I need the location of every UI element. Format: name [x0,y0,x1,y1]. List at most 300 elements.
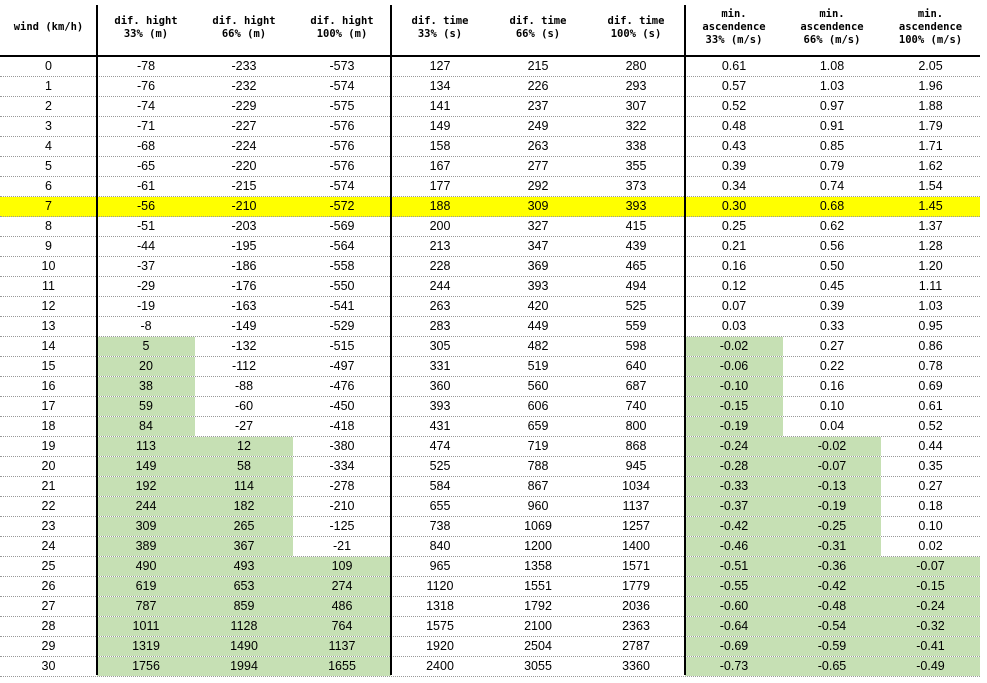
table-cell: -450 [329,399,355,413]
table-cell: -0.54 [783,617,881,636]
table-cell: 0.12 [721,279,747,293]
table-row [0,417,980,437]
table-cell: 0.91 [819,119,845,133]
table-cell: 2787 [622,639,650,653]
table-cell: 84 [97,417,195,436]
table-cell: 305 [429,339,451,353]
table-cell: 1792 [524,599,552,613]
table-cell: -0.69 [685,637,783,656]
table-cell: 338 [625,139,647,153]
table-cell: -558 [329,259,355,273]
table-cell: 200 [429,219,451,233]
table-cell: -0.31 [783,537,881,556]
table-cell: 2.05 [918,59,943,73]
table-cell: 0.74 [819,179,845,193]
column-header: min. ascendence 33% (m/s) [702,8,766,46]
table-cell: 719 [527,439,549,453]
table-cell: 28 [41,619,56,633]
group-divider [684,5,686,675]
table-row [0,457,980,477]
table-cell: -0.55 [685,577,783,596]
column-header: dif. time 100% (s) [607,14,665,40]
table-cell: 0.48 [721,119,747,133]
table-cell: 10 [41,259,56,273]
table-cell: -74 [136,99,156,113]
table-cell: 309 [97,517,195,536]
table-cell: -0.15 [881,577,980,596]
table-cell: -576 [329,119,355,133]
table-cell: -0.37 [685,497,783,516]
table-cell: 415 [625,219,647,233]
table-cell: 15 [41,359,56,373]
table-cell: 0.79 [819,159,845,173]
table-cell: 17 [41,399,56,413]
table-cell: 226 [527,79,549,93]
table-cell: 1011 [97,617,195,636]
table-cell: 263 [527,139,549,153]
table-cell: 965 [429,559,451,573]
table-cell: 59 [97,397,195,416]
table-cell: 0.30 [721,199,747,213]
table-cell: 1.45 [918,199,943,213]
table-cell: 0.39 [721,159,747,173]
table-cell: 764 [293,617,391,636]
table-cell: 465 [625,259,647,273]
table-cell: 1490 [195,637,293,656]
table-cell: 0.97 [819,99,845,113]
table-row [0,597,980,617]
table-row [0,217,980,237]
table-cell: 1400 [622,539,650,553]
table-cell: -19 [136,299,156,313]
table-cell: -515 [329,339,355,353]
group-divider [96,5,98,675]
table-cell: 1779 [622,579,650,593]
table-cell: 867 [527,479,549,493]
table-cell: -132 [231,339,257,353]
table-cell: 283 [429,319,451,333]
table-cell: 0.56 [819,239,845,253]
table-cell: 1.79 [918,119,943,133]
table-cell: -574 [329,79,355,93]
table-cell: -163 [231,299,257,313]
table-cell: 249 [527,119,549,133]
table-cell: 1358 [524,559,552,573]
table-cell: 0.03 [721,319,747,333]
table-cell: 1575 [426,619,454,633]
table-cell: 525 [625,299,647,313]
table-cell: 29 [41,639,56,653]
table-cell: -0.28 [685,457,783,476]
table-cell: 2 [45,99,52,113]
table-cell: -210 [329,499,355,513]
table-cell: -0.25 [783,517,881,536]
table-cell: 1.54 [918,179,943,193]
table-cell: 0.34 [721,179,747,193]
table-cell: 213 [429,239,451,253]
table-cell: 859 [195,597,293,616]
table-cell: 431 [429,419,451,433]
table-cell: -576 [329,159,355,173]
table-cell: 367 [195,537,293,556]
table-cell: 1756 [97,657,195,676]
table-cell: 787 [97,597,195,616]
table-cell: 389 [97,537,195,556]
table-cell: 1318 [426,599,454,613]
table-cell: 0.22 [819,359,845,373]
column-header: wind (km/h) [13,21,84,33]
table-cell: 0.45 [819,279,845,293]
table-cell: -224 [231,139,257,153]
table-cell: 24 [41,539,56,553]
table-cell: -0.36 [783,557,881,576]
table-cell: -0.24 [685,437,783,456]
table-cell: 22 [41,499,56,513]
table-row [0,617,980,637]
table-cell: 0.07 [721,299,747,313]
table-cell: 1920 [426,639,454,653]
table-cell: -0.65 [783,657,881,676]
table-cell: -78 [136,59,156,73]
table-cell: 0.10 [819,399,845,413]
table-cell: 653 [195,577,293,596]
table-cell: 360 [429,379,451,393]
table-cell: 134 [429,79,451,93]
table-cell: 331 [429,359,451,373]
table-cell: 1137 [293,637,391,656]
table-cell: 738 [429,519,451,533]
table-cell: 868 [625,439,647,453]
group-divider [390,5,392,675]
table-cell: 1994 [195,657,293,676]
table-cell: 1551 [524,579,552,593]
table-cell: -550 [329,279,355,293]
table-cell: 1128 [195,617,293,636]
table-cell: 0.52 [721,99,747,113]
table-cell: 12 [195,437,293,456]
table-cell: 788 [527,459,549,473]
table-cell: 1571 [622,559,650,573]
table-cell: 0.21 [721,239,747,253]
table-cell: 1.28 [918,239,943,253]
table-cell: -574 [329,179,355,193]
table-cell: 16 [41,379,56,393]
table-cell: 945 [625,459,647,473]
table-cell: -380 [329,439,355,453]
table-cell: 0.04 [819,419,845,433]
table-cell: 0.95 [918,319,943,333]
table-cell: 687 [625,379,647,393]
table-cell: 192 [97,477,195,496]
table-cell: 640 [625,359,647,373]
table-cell: -0.41 [881,637,980,656]
table-cell: 114 [195,477,293,496]
table-cell: 3 [45,119,52,133]
table-cell: 1.37 [918,219,943,233]
table-row [0,577,980,597]
table-cell: 18 [41,419,56,433]
table-cell: -572 [329,199,355,213]
table-row [0,277,980,297]
table-cell: 19 [41,439,56,453]
table-cell: 277 [527,159,549,173]
table-cell: 347 [527,239,549,253]
table-cell: 2363 [622,619,650,633]
table-cell: 560 [527,379,549,393]
table-cell: 263 [429,299,451,313]
table-cell: 228 [429,259,451,273]
table-cell: -0.15 [685,397,783,416]
table-cell: -186 [231,259,257,273]
table-cell: 1257 [622,519,650,533]
table-cell: -0.06 [685,357,783,376]
table-cell: 1034 [622,479,650,493]
table-row [0,557,980,577]
table-cell: 11 [42,279,55,293]
table-cell: -65 [136,159,156,173]
table-cell: -418 [329,419,355,433]
table-cell: -71 [136,119,156,133]
table-cell: 393 [625,199,647,213]
column-header: min. ascendence 100% (m/s) [898,8,963,46]
table-cell: 3055 [524,659,552,673]
table-cell: 113 [97,437,195,456]
table-cell: 127 [429,59,451,73]
table-cell: 474 [429,439,451,453]
table-cell: 2036 [622,599,650,613]
table-cell: 293 [625,79,647,93]
table-row [0,197,980,217]
table-cell: 619 [97,577,195,596]
column-header: dif. hight 66% (m) [212,14,276,40]
table-cell: 606 [527,399,549,413]
table-cell: 1.71 [918,139,943,153]
table-cell: -227 [231,119,257,133]
table-cell: 182 [195,497,293,516]
table-cell: 2400 [426,659,454,673]
table-cell: 393 [527,279,549,293]
table-cell: -0.64 [685,617,783,636]
table-cell: 2100 [524,619,552,633]
table-cell: -0.10 [685,377,783,396]
table-cell: 1.11 [918,279,943,293]
table-row [0,77,980,97]
table-cell: 439 [625,239,647,253]
table-cell: -61 [136,179,156,193]
table-cell: -0.42 [685,517,783,536]
table-cell: -0.73 [685,657,783,676]
table-cell: 109 [293,557,391,576]
table-cell: -56 [136,199,156,213]
table-row [0,497,980,517]
table-cell: 373 [625,179,647,193]
table-cell: -112 [231,359,257,373]
table-cell: 0.18 [918,499,943,513]
table-row [0,177,980,197]
table-cell: -203 [231,219,257,233]
table-cell: 1200 [524,539,552,553]
table-cell: -569 [329,219,355,233]
column-header: dif. hight 100% (m) [310,14,374,40]
table-row [0,157,980,177]
table-cell: 244 [429,279,451,293]
table-cell: -576 [329,139,355,153]
table-cell: 0.33 [819,319,845,333]
table-cell: -0.59 [783,637,881,656]
table-cell: 0.10 [918,519,943,533]
table-cell: 1.03 [918,299,943,313]
table-row [0,57,980,77]
table-cell: 14 [41,339,56,353]
table-cell: 0.44 [918,439,943,453]
table-cell: 25 [41,559,56,573]
table-cell: 274 [293,577,391,596]
table-cell: -575 [329,99,355,113]
table-cell: 327 [527,219,549,233]
table-cell: 158 [429,139,451,153]
table-cell: 9 [45,239,52,253]
table-cell: 188 [429,199,451,213]
table-row [0,297,980,317]
table-cell: 559 [625,319,647,333]
table-cell: -573 [329,59,355,73]
table-cell: -220 [231,159,257,173]
column-header: min. ascendence 66% (m/s) [800,8,864,46]
table-cell: 149 [429,119,451,133]
table-cell: -51 [136,219,156,233]
table-cell: 449 [527,319,549,333]
table-cell: 0.16 [721,259,747,273]
table-cell: 215 [527,59,549,73]
column-header: dif. time 33% (s) [411,14,469,40]
table-cell: 322 [625,119,647,133]
table-cell: 20 [97,357,195,376]
table-cell: 0.52 [918,419,943,433]
table-cell: 840 [429,539,451,553]
table-cell: 1.88 [918,99,943,113]
table-cell: 58 [195,457,293,476]
table-cell: 0.85 [819,139,845,153]
table-cell: 525 [429,459,451,473]
table-cell: -0.24 [881,597,980,616]
table-cell: 1137 [622,499,650,513]
table-cell: 149 [97,457,195,476]
table-cell: 1 [45,79,52,93]
table-cell: 38 [97,377,195,396]
table-row [0,97,980,117]
table-cell: -0.60 [685,597,783,616]
table-cell: -0.51 [685,557,783,576]
table-cell: -76 [136,79,156,93]
table-cell: 2504 [524,639,552,653]
table-cell: -44 [136,239,156,253]
table-cell: 1.03 [819,79,845,93]
table-row [0,657,980,677]
table-cell: 0.16 [819,379,845,393]
table-cell: 177 [429,179,451,193]
table-cell: 30 [41,659,56,673]
table-cell: -0.42 [783,577,881,596]
table-cell: 5 [97,337,195,356]
table-cell: -229 [231,99,257,113]
table-cell: -0.19 [783,497,881,516]
table-cell: -149 [231,319,257,333]
table-cell: 23 [41,519,56,533]
table-cell: -497 [329,359,355,373]
table-cell: 486 [293,597,391,616]
table-cell: 490 [97,557,195,576]
table-cell: 0.25 [721,219,747,233]
table-cell: 0.86 [918,339,943,353]
table-cell: 1319 [97,637,195,656]
table-cell: -529 [329,319,355,333]
table-cell: -8 [140,319,152,333]
table-cell: 307 [625,99,647,113]
table-cell: -37 [136,259,156,273]
table-cell: 393 [429,399,451,413]
table-cell: 659 [527,419,549,433]
table-cell: -0.46 [685,537,783,556]
table-row [0,437,980,457]
column-header: dif. hight 33% (m) [114,14,178,40]
table-cell: -541 [329,299,355,313]
table-row [0,477,980,497]
table-cell: 800 [625,419,647,433]
table-cell: -278 [329,479,355,493]
table-cell: 0.50 [819,259,845,273]
table-cell: -0.13 [783,477,881,496]
table-cell: 493 [195,557,293,576]
table-cell: 21 [41,479,56,493]
table-row [0,237,980,257]
table-cell: 309 [527,199,549,213]
table-cell: 598 [625,339,647,353]
table-cell: 265 [195,517,293,536]
table-cell: 1655 [293,657,391,676]
table-row [0,537,980,557]
table-cell: 0.78 [918,359,943,373]
table-cell: 167 [429,159,451,173]
table-row [0,317,980,337]
table-cell: 6 [45,179,52,193]
table-cell: 244 [97,497,195,516]
table-cell: 4 [45,139,52,153]
table-cell: -215 [231,179,257,193]
table-cell: -210 [231,199,257,213]
table-cell: -29 [136,279,156,293]
table-cell: -564 [329,239,355,253]
table-cell: 0.39 [819,299,845,313]
table-row [0,117,980,137]
table-cell: 0.61 [918,399,943,413]
table-cell: 355 [625,159,647,173]
table-cell: 20 [41,459,56,473]
table-cell: 12 [41,299,56,313]
table-cell: -21 [332,539,352,553]
table-row [0,257,980,277]
table-row [0,137,980,157]
table-row [0,337,980,357]
table-cell: 1120 [426,579,454,593]
table-cell: 0.27 [819,339,845,353]
table-cell: 494 [625,279,647,293]
table-cell: 1.96 [918,79,943,93]
table-cell: 0 [45,59,52,73]
table-cell: 482 [527,339,549,353]
table-cell: 0.61 [721,59,747,73]
table-cell: 1069 [524,519,552,533]
table-row [0,357,980,377]
